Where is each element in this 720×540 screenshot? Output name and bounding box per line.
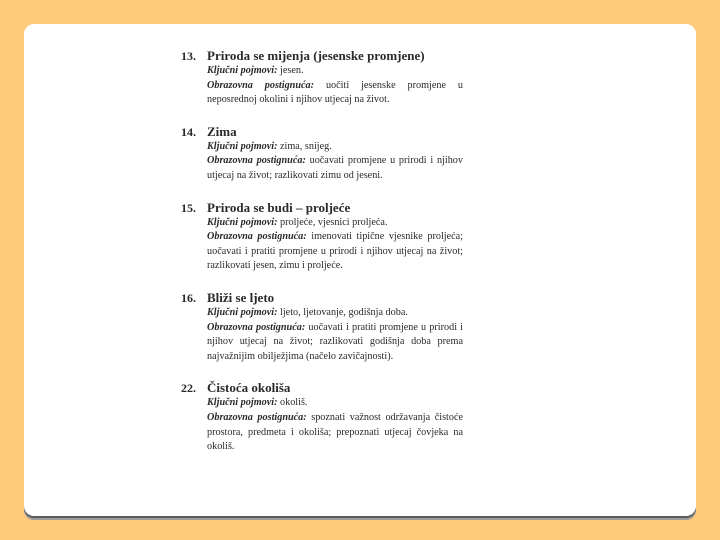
outcomes [207,79,463,108]
key-terms [207,216,463,231]
section-title: Priroda se budi – proljeće [207,199,351,215]
outcomes [207,411,463,455]
section-number: 15. [181,200,196,215]
outcomes [207,230,463,274]
slide-panel [24,24,696,516]
section-title: Priroda se mijenja (jesenske promjene) [207,48,425,63]
section-number: 13. [181,49,196,63]
key-terms-text: zima, snijeg. [280,140,332,152]
outcomes [207,154,463,183]
section-title: Zima [207,123,237,139]
key-terms [207,396,463,411]
key-terms-text: proljeće, vjesnici proljeća. [280,216,388,228]
key-terms-text: okoliš. [280,397,308,409]
key-terms [207,64,463,79]
outcomes-label: Obrazovna postignuća: [207,321,306,333]
section-body [181,64,463,108]
section-body [181,140,463,184]
section-heading [181,124,463,140]
section-number: 22. [181,381,196,396]
key-terms-label: Ključni pojmovi: [207,65,278,76]
section-body [181,396,463,454]
key-terms-label: Ključni pojmovi: [207,397,278,409]
section-title: Bliži se ljeto [207,289,275,305]
section-title: Čistoća okoliša [207,380,291,396]
key-terms-label: Ključni pojmovi: [207,306,278,318]
section-body [181,216,463,274]
outcomes [207,321,463,365]
outcomes-text: uočavati i pratiti promjene u prirodi i njihov utjecaj na život; razlikovati godišnja doba prema najvažnijim obilježjima (načelo zavičajnosti). [207,321,463,362]
key-terms-text: ljeto, ljetovanje, godišnja doba. [280,306,408,318]
section-heading [181,290,463,306]
outcomes-label: Obrazovna postignuća: [207,155,306,167]
outcomes-text: uočavati promjene u prirodi i njihov utjecaj na život; razlikovati zimu od jeseni. [207,155,463,181]
section-heading [181,48,463,64]
outcomes-label: Obrazovna postignuća: [207,79,315,91]
section-heading [181,200,463,216]
section-16 [181,290,463,364]
section-22 [181,380,463,454]
key-terms [207,140,463,155]
key-terms-text: jesen. [280,65,304,76]
section-15 [181,200,463,274]
section-14 [181,124,463,184]
key-terms-label: Ključni pojmovi: [207,216,278,228]
section-body [181,306,463,364]
outcomes-text: spoznati važnost održavanja čistoće prostora, predmeta i okoliša; prepoznati utjecaj čovjeka na okoliš. [207,411,463,453]
document-page [181,48,463,471]
section-number: 14. [181,124,196,139]
outcomes-text: uočiti jesenske promjene u neposrednoj okolini i njihov utjecaj na život. [207,79,463,106]
outcomes-text: imenovati tipične vjesnike proljeća; uočavati i pratiti promjene u prirodi i njihov utjecaj na život; razlikovati jesen, zimu i proljeće. [207,231,463,272]
section-heading [181,380,463,396]
section-number: 16. [181,290,196,305]
key-terms [207,306,463,321]
outcomes-label: Obrazovna postignuća: [207,411,307,423]
key-terms-label: Ključni pojmovi: [207,140,278,152]
section-13 [181,48,463,108]
outcomes-label: Obrazovna postignuća: [207,231,307,243]
